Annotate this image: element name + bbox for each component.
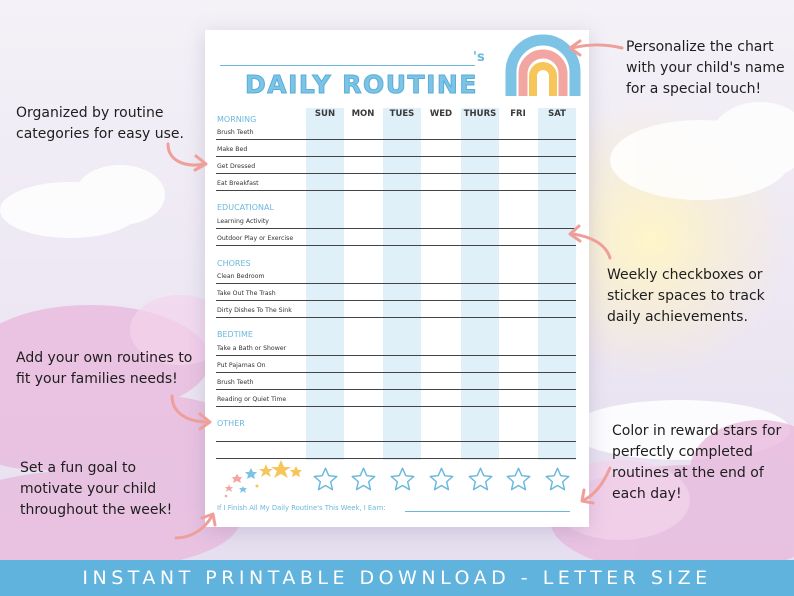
column-sat (538, 108, 576, 460)
callout-goal: Set a fun goal to motivate your child throughout the week! (20, 460, 173, 518)
reward-star-icon[interactable] (389, 466, 416, 493)
arrow-icon (162, 140, 210, 174)
reward-star-icon[interactable] (312, 466, 339, 493)
day-header: TUES (389, 109, 415, 119)
routine-item: Eat Breakfast (217, 180, 259, 187)
row-divider (216, 441, 576, 442)
reward-star-icon[interactable] (544, 466, 571, 493)
category-heading: OTHER (217, 419, 245, 428)
callout-add-own: Add your own routines to fit your families needs! (16, 350, 193, 387)
arrow-icon (166, 392, 214, 432)
routine-item: Learning Activity (217, 218, 269, 225)
row-divider (216, 300, 576, 301)
routine-item: Put Pajamas On (217, 362, 266, 369)
routine-item: Take a Bath or Shower (217, 345, 287, 352)
reward-star-icon[interactable] (428, 466, 455, 493)
page-title: DAILY ROUTINE (245, 70, 478, 99)
day-header: MON (351, 109, 375, 119)
row-divider (216, 317, 576, 318)
arrow-icon (576, 462, 614, 506)
arrow-icon (172, 508, 220, 544)
row-divider (216, 156, 576, 157)
row-divider (216, 173, 576, 174)
routine-item: Outdoor Play or Exercise (217, 235, 294, 242)
reward-star-icon[interactable] (505, 466, 532, 493)
arrow-icon (566, 222, 620, 262)
category-heading: BEDTIME (217, 330, 253, 339)
routine-item: Reading or Quiet Time (217, 396, 287, 403)
routine-item: Make Bed (217, 146, 248, 153)
row-divider (216, 389, 576, 390)
routine-item: Get Dressed (217, 163, 256, 170)
reward-goal-line[interactable] (405, 511, 570, 512)
day-header: SUN (314, 109, 336, 119)
child-name-line[interactable] (220, 65, 475, 66)
row-divider (216, 406, 576, 407)
row-divider (216, 372, 576, 373)
row-divider (216, 139, 576, 140)
routine-item: Brush Teeth (217, 129, 254, 136)
banner-text: INSTANT PRINTABLE DOWNLOAD - LETTER SIZE (82, 567, 712, 589)
routine-item: Dirty Dishes To The Sink (217, 307, 292, 314)
name-suffix: 's (473, 50, 485, 65)
row-divider (216, 190, 576, 191)
reward-star-icon[interactable] (467, 466, 494, 493)
row-divider (216, 355, 576, 356)
reward-star-icon[interactable] (350, 466, 377, 493)
category-heading: MORNING (217, 115, 257, 124)
row-divider (216, 283, 576, 284)
arrow-icon (566, 38, 624, 60)
reward-goal-label: If I Finish All My Daily Routine's This Week, I Earn: (217, 504, 386, 512)
column-sun (306, 108, 344, 460)
row-divider (216, 228, 576, 229)
routine-item: Brush Teeth (217, 379, 254, 386)
routine-item: Take Out The Trash (217, 290, 276, 297)
day-header: SAT (548, 109, 566, 119)
column-thurs (461, 108, 499, 460)
row-divider (216, 245, 576, 246)
day-header: THURS (463, 109, 497, 119)
day-header: FRI (510, 109, 526, 119)
routine-item: Clean Bedroom (217, 273, 265, 280)
callout-organized: Organized by routine categories for easy use. (16, 105, 184, 142)
callout-personalize: Personalize the chart with your child's name for a special touch! (626, 39, 785, 97)
column-tues (383, 108, 421, 460)
callout-color-stars: Color in reward stars for perfectly completed routines at the end of each day! (612, 423, 782, 502)
category-heading: CHORES (217, 259, 251, 268)
category-heading: EDUCATIONAL (217, 203, 274, 212)
sparkle-stars-icon (221, 458, 303, 498)
routine-sheet (205, 30, 589, 527)
callout-weekly: Weekly checkboxes or sticker spaces to track daily achievements. (607, 267, 765, 325)
bottom-banner (0, 560, 794, 596)
day-header: WED (429, 109, 453, 119)
